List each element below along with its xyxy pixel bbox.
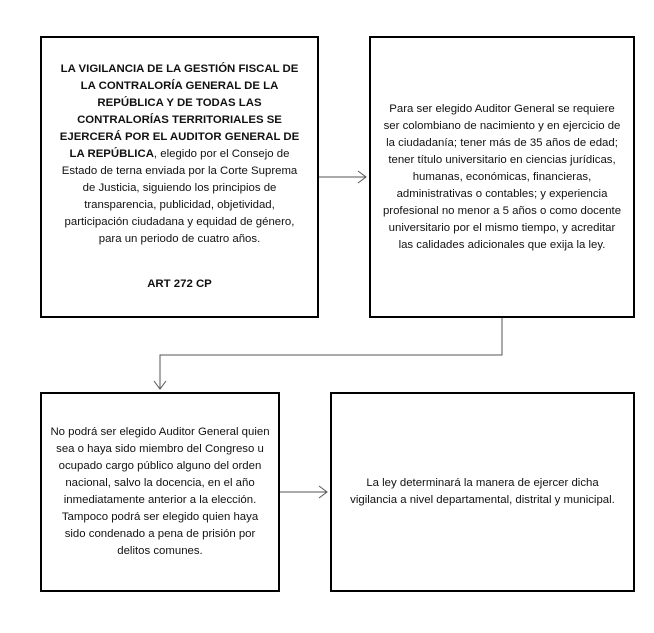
box-inhabilidades [40, 392, 280, 592]
box3-text: No podrá ser elegido Auditor General quien sea o haya sido miembro del Congreso u ocupado cargo público alguno del orden nacional, salvo la docencia, en el año inmediatamente anterior a la elección. Tampoco podrá ser elegido quien haya sido condenado a pena de prisión por delitos comunes. [50, 426, 270, 557]
box-vigilancia-territorial [330, 392, 635, 592]
box-vigilancia-gestion-fiscal [40, 36, 319, 318]
box1-lead: LA VIGILANCIA DE LA GESTIÓN FISCAL DE LA CONTRALORÍA GENERAL DE LA REPÚBLICA Y DE TODAS LAS CONTRALORÍAS TERRITORIALES SE EJERCERÁ POR EL AUDITOR GENERAL DE LA REPÚBLICA [59, 63, 300, 160]
arrow-box1-to-box2 [319, 171, 366, 183]
box1-paragraph [56, 61, 303, 248]
box4-text: La ley determinará la manera de ejercer dicha vigilancia a nivel departamental, distrital y municipal. [350, 477, 615, 506]
box1-reference: ART 272 CP [147, 278, 212, 290]
arrow-box3-to-box4 [280, 486, 327, 498]
box-requisitos-auditor [369, 36, 635, 318]
arrow-box2-to-box3 [154, 318, 502, 389]
box1-body: , elegido por el Consejo de Estado de terna enviada por la Corte Suprema de Justicia, siguiendo los principios de transparencia, publicidad, objetividad, participación ciudadana y equidad de género, para un periodo de cuatro años. [61, 148, 298, 245]
box2-text: Para ser elegido Auditor General se requiere ser colombiano de nacimiento y en ejercicio de la ciudadanía; tener más de 35 años de edad; tener título universitario en ciencias jurídicas, humanas, económicas, financieras, administrativas o contables; y experiencia profesional no menor a 5 años o como docente universitario por el mismo tiempo, y acreditar las calidades adicionales que exija la ley. [382, 102, 622, 251]
